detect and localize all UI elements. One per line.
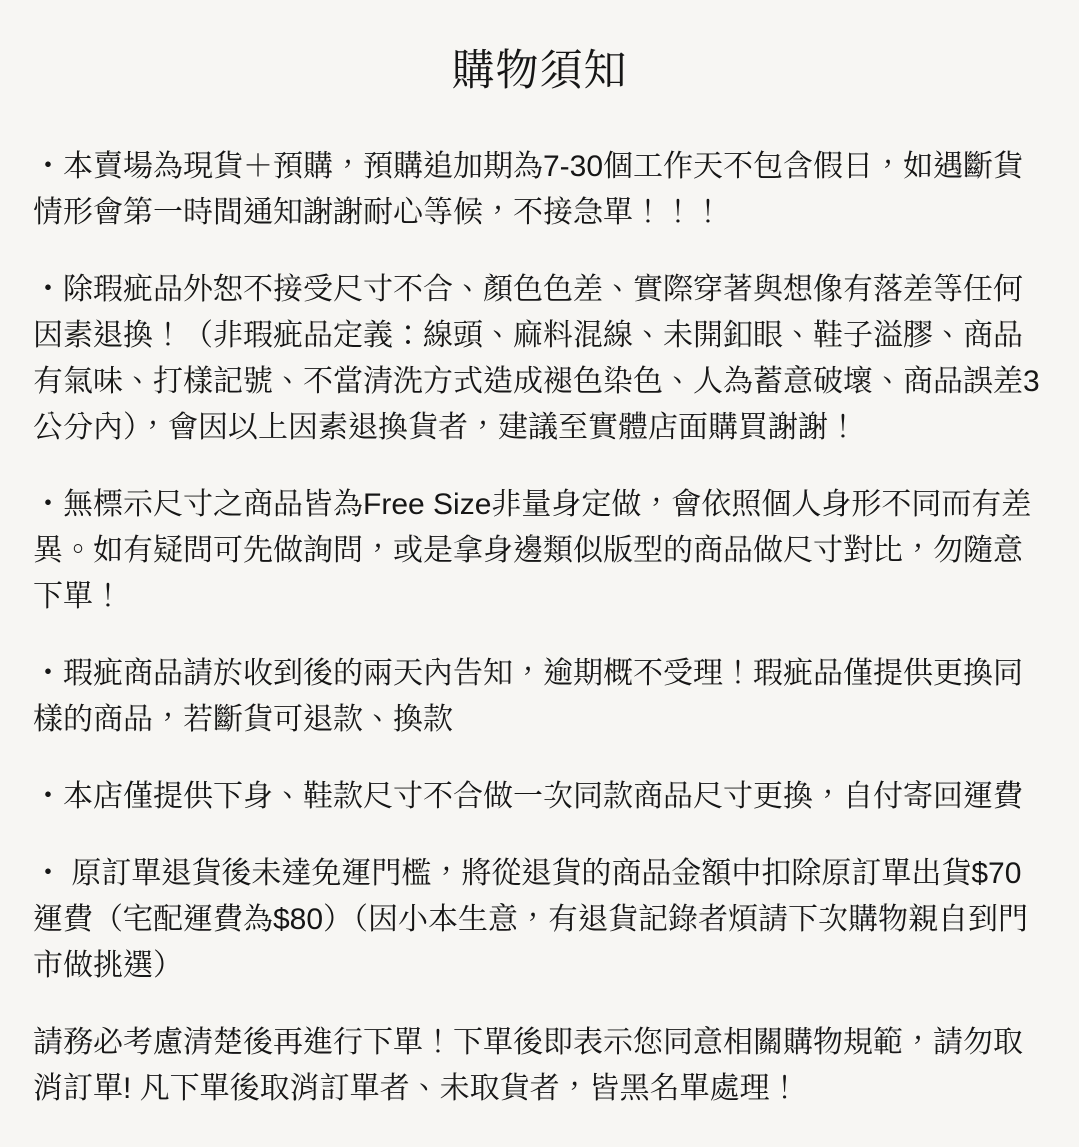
notice-paragraph-defect-report: ・瑕疵商品請於收到後的兩天內告知，逾期概不受理！瑕疵品僅提供更換同樣的商品，若斷貨可退款、換款 [33,657,1023,736]
notice-paragraph-final-warning: 請務必考慮清楚後再進行下單！下單後即表示您同意相關購物規範，請勿取消訂單! 凡下單後取消訂單者、未取貨者，皆黑名單處理！ [33,1026,1023,1105]
notice-paragraph-shipping-fee: ・ 原訂單退貨後未達免運門檻，將從退貨的商品金額中扣除原訂單出貨$70運費（宅配運費為$80）（因小本生意，有退貨記錄者煩請下次購物親自到門市做挑選） [33,857,1029,982]
notice-paragraph-return-policy: ・除瑕疵品外恕不接受尺寸不合、顏色色差、實際穿著與想像有落差等任何因素退換！（非瑕疵品定義：線頭、麻料混線、未開釦眼、鞋子溢膠、商品有氣味、打樣記號、不當清洗方式造成褪色染色、人為蓄意破壞、商品誤差3公分內），會因以上因素退換貨者，建議至實體店面購買謝謝！ [33,273,1040,444]
page-title: 購物須知 [451,47,628,95]
notice-paragraph-size-exchange: ・本店僅提供下身、鞋款尺寸不合做一次同款商品尺寸更換，自付寄回運費 [33,780,1023,813]
notice-paragraph-free-size: ・無標示尺寸之商品皆為Free Size非量身定做，會依照個人身形不同而有差異。如有疑問可先做詢問，或是拿身邊類似版型的商品做尺寸對比，勿隨意下單！ [33,488,1032,613]
notice-paragraph-preorder: ・本賣場為現貨＋預購，預購追加期為7-30個工作天不包含假日，如遇斷貨情形會第一時間通知謝謝耐心等候，不接急單！！！ [33,150,1024,229]
notice-list [33,144,1046,1112]
